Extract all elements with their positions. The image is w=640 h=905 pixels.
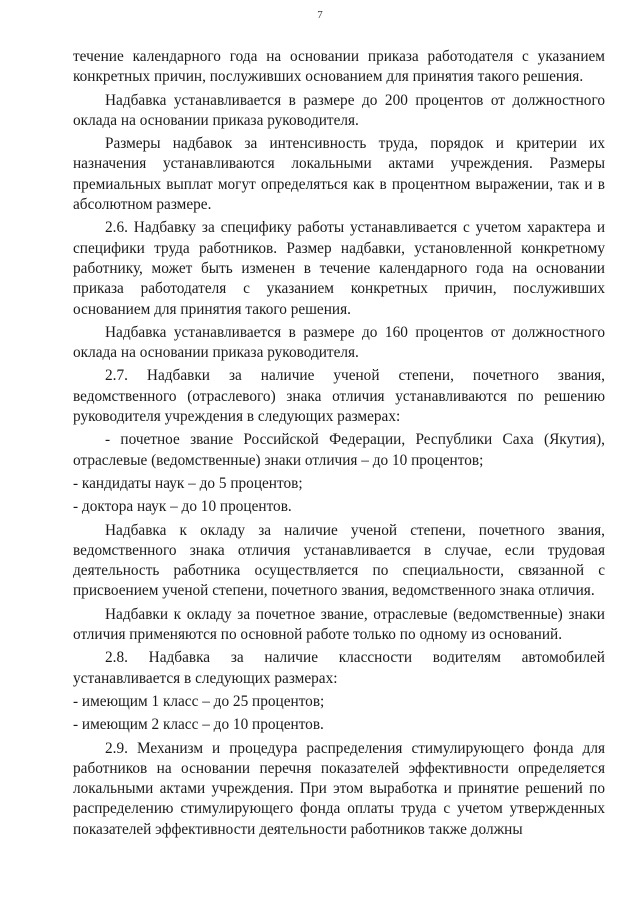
paragraph-2-9: 2.9. Механизм и процедура распределения стимулирующего фонда для работников на основании перечня показателей эффективности определяется локальными актами учреждения. При этом выработка и принятие решений по распределению стимулирующего фонда оплаты труда с учетом утвержденных показателей эффективности деятельности работников также должны — [73, 739, 605, 838]
document-body — [73, 47, 605, 843]
list-item-candidates: - кандидаты наук – до 5 процентов; — [73, 474, 303, 492]
list-item-doctors: - доктора наук – до 10 процентов. — [73, 498, 292, 516]
list-item-honorary-title: - почетное звание Российской Федерации, Республики Саха (Якутия), отраслевые (ведомственные) знаки отличия – до 10 процентов; — [73, 431, 605, 469]
paragraph-single-basis: Надбавки к окладу за почетное звание, отраслевые (ведомственные) знаки отличия применяются по основной работе только по одному из оснований. — [73, 605, 605, 644]
paragraph-allowance-200: Надбавка устанавливается в размере до 200 процентов от должностного оклада на основании приказа руководителя. — [73, 91, 605, 129]
paragraph-allowance-160: Надбавка устанавливается в размере до 160 процентов от должностного оклада на основании приказа руководителя. — [73, 323, 605, 362]
list-item-class-2: - имеющим 2 класс – до 10 процентов. — [73, 716, 324, 734]
paragraph-2-7: 2.7. Надбавки за наличие ученой степени, почетного звания, ведомственного (отраслевого) знака отличия устанавливаются по решению руководителя учреждения в следующих размерах: — [73, 367, 605, 426]
paragraph-degree-condition: Надбавка к окладу за наличие ученой степени, почетного звания, ведомственного знака отличия устанавливается в случае, если трудовая деятельность работника осуществляется по специальности, связанной с присвоением ученой степени, почетного звания, ведомственного знака отличия. — [73, 521, 605, 600]
page-number: 7 — [317, 9, 323, 21]
paragraph-continuation: течение календарного года на основании приказа работодателя с указанием конкретных причин, послуживших основанием для принятия такого решения. — [73, 48, 605, 86]
paragraph-2-6: 2.6. Надбавку за специфику работы устанавливается с учетом характера и специфики труда работников. Размер надбавки, установленной конкретному работнику, может быть изменен в течение календарного года на основании приказа работодателя с указанием конкретных причин, послуживших основанием для принятия такого решения. — [73, 219, 605, 318]
list-item-class-1: - имеющим 1 класс – до 25 процентов; — [73, 692, 325, 710]
paragraph-2-8: 2.8. Надбавка за наличие классности водителям автомобилей устанавливается в следующих размерах: — [73, 649, 605, 687]
paragraph-intensity-allowances: Размеры надбавок за интенсивность труда, порядок и критерии их назначения устанавливаются локальными актами учреждения. Размеры премиальных выплат могут определяться как в процентном выражении, так и в абсолютном размере. — [73, 135, 605, 214]
